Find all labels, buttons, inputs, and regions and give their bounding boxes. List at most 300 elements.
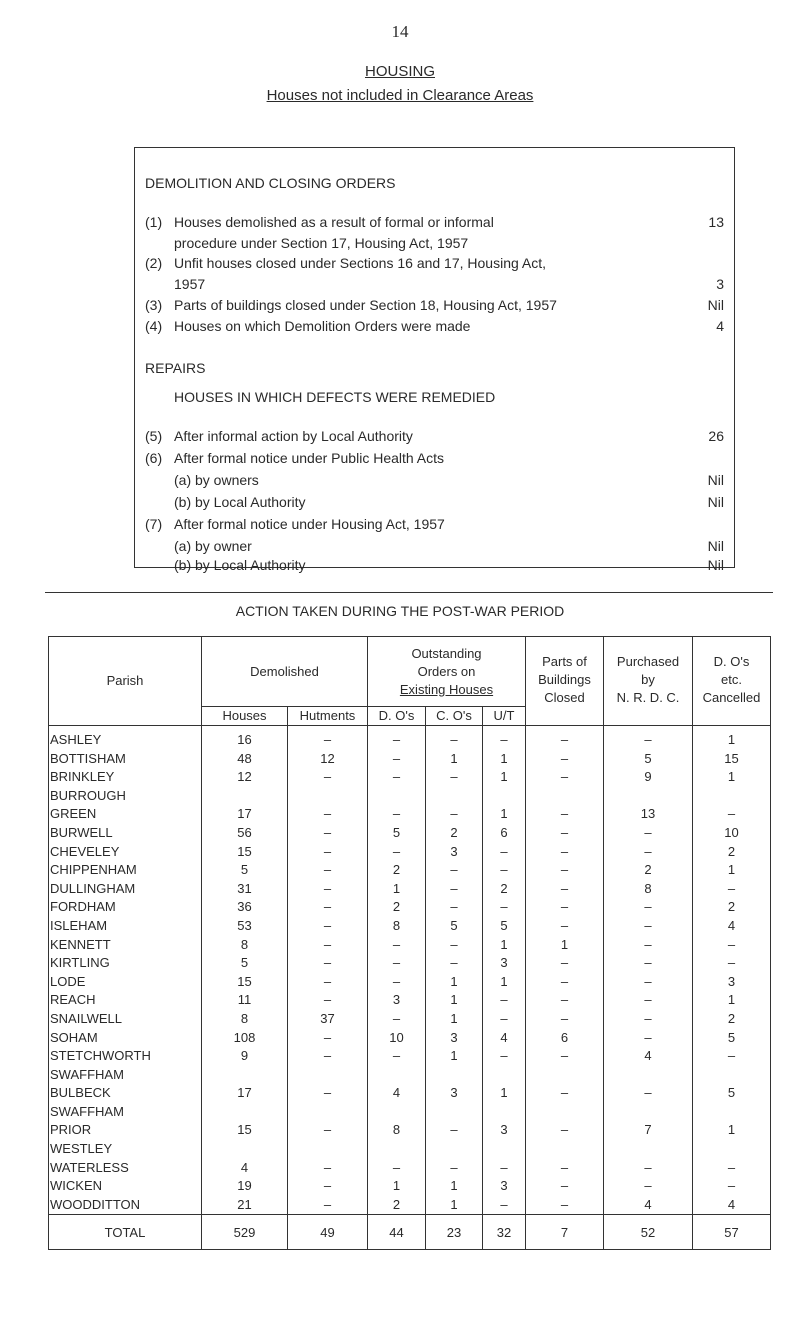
table-cell: 5: [202, 954, 288, 973]
parish-name: BOTTISHAM: [49, 750, 202, 769]
col-header-ut: U/T: [483, 707, 526, 726]
table-cell: 1: [693, 768, 771, 787]
table-cell: 4: [693, 1196, 771, 1215]
table-cell: –: [526, 805, 604, 824]
table-cell: –: [604, 898, 693, 917]
total-cell: 57: [693, 1215, 771, 1250]
table-row: [49, 861, 771, 880]
parish-name: BURROUGH: [49, 787, 202, 806]
table-cell: [483, 1066, 526, 1085]
table-cell: –: [288, 768, 368, 787]
table-cell: –: [526, 1084, 604, 1103]
table-cell: –: [483, 1159, 526, 1178]
col-header-dos: D. O's: [368, 707, 426, 726]
table-cell: [693, 787, 771, 806]
table-cell: 8: [604, 880, 693, 899]
table-cell: 1: [483, 973, 526, 992]
table-cell: [604, 1103, 693, 1122]
table-cell: –: [526, 954, 604, 973]
table-cell: 1: [426, 1177, 483, 1196]
parish-name: WESTLEY: [49, 1140, 202, 1159]
item-5-value: 26: [708, 428, 724, 444]
parish-name: SOHAM: [49, 1029, 202, 1048]
table-cell: –: [426, 1159, 483, 1178]
table-row: [49, 880, 771, 899]
table-cell: 48: [202, 750, 288, 769]
parish-name: SWAFFHAM: [49, 1066, 202, 1085]
table-cell: –: [368, 1159, 426, 1178]
table-row: [49, 787, 771, 806]
parish-name: KENNETT: [49, 936, 202, 955]
table-cell: –: [604, 1010, 693, 1029]
table-cell: 11: [202, 991, 288, 1010]
table-cell: –: [288, 898, 368, 917]
table-cell: 8: [202, 1010, 288, 1029]
table-cell: –: [368, 843, 426, 862]
table-cell: 5: [693, 1084, 771, 1103]
parish-name: ASHLEY: [49, 726, 202, 750]
item-6-text: After formal notice under Public Health Acts: [174, 450, 445, 466]
table-cell: 3: [368, 991, 426, 1010]
total-cell: 32: [483, 1215, 526, 1250]
table-cell: –: [526, 1047, 604, 1066]
repairs-title: REPAIRS: [145, 360, 206, 376]
table-cell: –: [604, 954, 693, 973]
table-cell: 15: [202, 843, 288, 862]
table-row: [49, 1029, 771, 1048]
table-cell: 17: [202, 1084, 288, 1103]
table-row: [49, 991, 771, 1010]
table-cell: [693, 1140, 771, 1159]
table-cell: –: [526, 843, 604, 862]
item-5-text: After informal action by Local Authority: [174, 428, 413, 444]
item-3-text: Parts of buildings closed under Section 18, Housing Act, 1957: [174, 297, 557, 313]
table-cell: –: [526, 750, 604, 769]
table-cell: –: [288, 1084, 368, 1103]
table-cell: 7: [604, 1121, 693, 1140]
table-cell: [604, 787, 693, 806]
item-3-number: (3): [145, 297, 163, 313]
item-2-value: 3: [716, 276, 724, 292]
table-cell: –: [604, 991, 693, 1010]
table-cell: –: [604, 843, 693, 862]
table-cell: –: [604, 1177, 693, 1196]
parish-name: STETCHWORTH: [49, 1047, 202, 1066]
table-cell: –: [426, 726, 483, 750]
table-cell: –: [483, 1047, 526, 1066]
col-header-parish: Parish: [49, 637, 202, 726]
table-cell: –: [526, 824, 604, 843]
table-cell: 5: [368, 824, 426, 843]
table-cell: 8: [202, 936, 288, 955]
parish-name: REACH: [49, 991, 202, 1010]
col-header-purchased: Purchased by N. R. D. C.: [604, 637, 693, 726]
item-2-number: (2): [145, 255, 163, 271]
table-cell: [426, 1140, 483, 1159]
table-cell: –: [526, 991, 604, 1010]
table-cell: 13: [604, 805, 693, 824]
item-6a-text: (a) by owners: [174, 472, 259, 488]
col-header-parts-closed: Parts of Buildings Closed: [526, 637, 604, 726]
table-cell: –: [288, 843, 368, 862]
table-row: [49, 805, 771, 824]
table-cell: [483, 1140, 526, 1159]
item-7-number: (7): [145, 516, 163, 532]
table-cell: –: [483, 861, 526, 880]
table-cell: 2: [693, 1010, 771, 1029]
parish-name: PRIOR: [49, 1121, 202, 1140]
table-cell: 10: [368, 1029, 426, 1048]
parish-name: SWAFFHAM: [49, 1103, 202, 1122]
table-cell: 10: [693, 824, 771, 843]
table-cell: [202, 787, 288, 806]
item-6a-value: Nil: [707, 472, 724, 488]
table-cell: [426, 787, 483, 806]
table-cell: 1: [483, 936, 526, 955]
table-cell: 2: [693, 898, 771, 917]
table-cell: –: [483, 726, 526, 750]
table-cell: 4: [604, 1047, 693, 1066]
table-cell: 2: [368, 1196, 426, 1215]
item-7a-text: (a) by owner: [174, 538, 252, 554]
parish-name: CHEVELEY: [49, 843, 202, 862]
table-cell: 1: [483, 805, 526, 824]
table-row: [49, 1066, 771, 1085]
parish-name: WOODDITTON: [49, 1196, 202, 1215]
table-cell: –: [483, 1010, 526, 1029]
table-cell: 1: [483, 750, 526, 769]
item-7b-value: Nil: [707, 557, 724, 573]
item-2-text: Unfit houses closed under Sections 16 and 17, Housing Act,: [174, 255, 547, 271]
table-cell: [526, 1103, 604, 1122]
table-cell: –: [526, 917, 604, 936]
table-cell: 9: [604, 768, 693, 787]
table-cell: 1: [693, 1121, 771, 1140]
table-cell: 1: [426, 1196, 483, 1215]
table-row: [49, 1084, 771, 1103]
item-6b-value: Nil: [707, 494, 724, 510]
table-cell: 5: [693, 1029, 771, 1048]
col-header-cos: C. O's: [426, 707, 483, 726]
action-table: [48, 636, 771, 1250]
table-cell: 2: [604, 861, 693, 880]
table-cell: –: [288, 936, 368, 955]
table-cell: –: [288, 991, 368, 1010]
parish-name: FORDHAM: [49, 898, 202, 917]
table-cell: –: [288, 1121, 368, 1140]
table-cell: [288, 1140, 368, 1159]
table-cell: 2: [426, 824, 483, 843]
table-cell: 1: [693, 861, 771, 880]
table-cell: –: [483, 843, 526, 862]
total-cell: 529: [202, 1215, 288, 1250]
table-row: [49, 898, 771, 917]
parish-name: BURWELL: [49, 824, 202, 843]
parish-name: DULLINGHAM: [49, 880, 202, 899]
total-cell: 49: [288, 1215, 368, 1250]
table-cell: –: [288, 805, 368, 824]
table-cell: 1: [426, 991, 483, 1010]
table-cell: 8: [368, 917, 426, 936]
table-row: [49, 936, 771, 955]
parish-name: BRINKLEY: [49, 768, 202, 787]
table-cell: –: [604, 726, 693, 750]
table-cell: [483, 1103, 526, 1122]
table-cell: –: [604, 1159, 693, 1178]
table-cell: –: [693, 1177, 771, 1196]
item-7-text: After formal notice under Housing Act, 1957: [174, 516, 445, 532]
col-header-dos-cancelled: D. O's etc. Cancelled: [693, 637, 771, 726]
table-cell: 36: [202, 898, 288, 917]
table-row: [49, 973, 771, 992]
table-cell: –: [368, 750, 426, 769]
table-cell: –: [426, 1121, 483, 1140]
table-cell: 17: [202, 805, 288, 824]
table-cell: 12: [288, 750, 368, 769]
table-cell: 31: [202, 880, 288, 899]
table-cell: 3: [693, 973, 771, 992]
parish-name: GREEN: [49, 805, 202, 824]
parish-name: CHIPPENHAM: [49, 861, 202, 880]
table-cell: [202, 1066, 288, 1085]
table-cell: 37: [288, 1010, 368, 1029]
item-4-text: Houses on which Demolition Orders were made: [174, 318, 471, 334]
item-1-value: 13: [708, 214, 724, 230]
table-cell: 2: [693, 843, 771, 862]
table-cell: 2: [368, 898, 426, 917]
table-cell: [426, 1103, 483, 1122]
table-cell: 1: [426, 1047, 483, 1066]
table-cell: 1: [483, 1084, 526, 1103]
table-row: [49, 1103, 771, 1122]
table-cell: [693, 1066, 771, 1085]
table-cell: –: [604, 936, 693, 955]
table-row: [49, 1196, 771, 1215]
table-cell: [288, 787, 368, 806]
table-cell: –: [288, 1196, 368, 1215]
table-cell: –: [288, 917, 368, 936]
table-cell: 15: [202, 973, 288, 992]
parish-name: ISLEHAM: [49, 917, 202, 936]
item-7b-text: (b) by Local Authority: [174, 557, 306, 573]
table-cell: 1: [693, 991, 771, 1010]
item-1-text: Houses demolished as a result of formal or informal: [174, 214, 494, 230]
table-cell: –: [288, 880, 368, 899]
table-cell: 3: [483, 954, 526, 973]
table-cell: –: [526, 898, 604, 917]
table-cell: –: [426, 768, 483, 787]
table-cell: 9: [202, 1047, 288, 1066]
table-cell: –: [368, 954, 426, 973]
table-cell: –: [483, 991, 526, 1010]
table-cell: 1: [368, 880, 426, 899]
table-cell: –: [526, 1177, 604, 1196]
table-cell: 108: [202, 1029, 288, 1048]
table-cell: 3: [483, 1177, 526, 1196]
table-cell: 4: [483, 1029, 526, 1048]
table-cell: –: [604, 824, 693, 843]
table-cell: [526, 1140, 604, 1159]
table-cell: –: [483, 1196, 526, 1215]
section-divider: [45, 592, 773, 593]
table-cell: [426, 1066, 483, 1085]
table-row: [49, 768, 771, 787]
table-cell: [693, 1103, 771, 1122]
table-row: [49, 917, 771, 936]
table-cell: 53: [202, 917, 288, 936]
table-cell: 6: [483, 824, 526, 843]
table-cell: [483, 787, 526, 806]
item-4-value: 4: [716, 318, 724, 334]
table-cell: 5: [483, 917, 526, 936]
table-cell: [368, 1103, 426, 1122]
table-cell: 5: [604, 750, 693, 769]
table-cell: 5: [426, 917, 483, 936]
item-7a-value: Nil: [707, 538, 724, 554]
action-title: ACTION TAKEN DURING THE POST-WAR PERIOD: [235, 603, 565, 619]
table-cell: 3: [426, 1029, 483, 1048]
table-cell: –: [426, 898, 483, 917]
table-row: [49, 1010, 771, 1029]
table-cell: 1: [426, 750, 483, 769]
table-cell: [604, 1140, 693, 1159]
table-cell: 56: [202, 824, 288, 843]
table-cell: –: [288, 861, 368, 880]
table-cell: 8: [368, 1121, 426, 1140]
table-cell: –: [604, 1029, 693, 1048]
table-cell: [202, 1140, 288, 1159]
table-cell: –: [426, 861, 483, 880]
table-cell: 4: [368, 1084, 426, 1103]
table-cell: 4: [693, 917, 771, 936]
item-1-number: (1): [145, 214, 163, 230]
table-cell: [526, 787, 604, 806]
page-subheading: [0, 87, 800, 104]
table-cell: –: [368, 973, 426, 992]
table-cell: 6: [526, 1029, 604, 1048]
table-cell: [526, 1066, 604, 1085]
table-row: [49, 750, 771, 769]
table-cell: –: [368, 726, 426, 750]
table-cell: –: [693, 880, 771, 899]
table-cell: –: [368, 936, 426, 955]
table-cell: –: [526, 973, 604, 992]
table-cell: [368, 1066, 426, 1085]
table-cell: 1: [526, 936, 604, 955]
col-header-outstanding: Outstanding Orders on Existing Houses: [368, 637, 526, 707]
heading-text: HOUSING: [364, 63, 435, 80]
table-cell: 3: [483, 1121, 526, 1140]
table-row: [49, 726, 771, 750]
table-cell: 1: [483, 768, 526, 787]
table-row: [49, 1159, 771, 1178]
table-cell: 19: [202, 1177, 288, 1196]
table-cell: 2: [368, 861, 426, 880]
table-cell: –: [426, 936, 483, 955]
parish-name: WICKEN: [49, 1177, 202, 1196]
table-cell: [288, 1103, 368, 1122]
parish-name: SNAILWELL: [49, 1010, 202, 1029]
table-cell: –: [526, 726, 604, 750]
table-cell: –: [604, 1084, 693, 1103]
demolition-title: DEMOLITION AND CLOSING ORDERS: [145, 175, 396, 191]
table-row: [49, 1047, 771, 1066]
table-cell: –: [426, 880, 483, 899]
table-cell: –: [288, 824, 368, 843]
table-cell: –: [288, 1159, 368, 1178]
table-cell: 1: [426, 973, 483, 992]
table-cell: –: [693, 954, 771, 973]
total-cell: 23: [426, 1215, 483, 1250]
table-cell: 16: [202, 726, 288, 750]
total-cell: 52: [604, 1215, 693, 1250]
table-cell: –: [288, 1177, 368, 1196]
table-cell: –: [604, 973, 693, 992]
table-cell: –: [426, 805, 483, 824]
table-cell: –: [693, 1159, 771, 1178]
table-cell: 4: [202, 1159, 288, 1178]
table-cell: 21: [202, 1196, 288, 1215]
item-6-number: (6): [145, 450, 163, 466]
table-cell: [604, 1066, 693, 1085]
table-cell: –: [526, 880, 604, 899]
item-3-value: Nil: [707, 297, 724, 313]
parish-name: BULBECK: [49, 1084, 202, 1103]
table-row: [49, 954, 771, 973]
table-cell: –: [368, 768, 426, 787]
col-header-demolished: Demolished: [202, 637, 368, 707]
total-label: TOTAL: [49, 1215, 202, 1250]
table-row: [49, 1177, 771, 1196]
table-cell: –: [526, 1159, 604, 1178]
table-cell: [368, 1140, 426, 1159]
table-cell: –: [368, 805, 426, 824]
parish-name: LODE: [49, 973, 202, 992]
table-row: [49, 1121, 771, 1140]
table-cell: –: [693, 1047, 771, 1066]
table-cell: 15: [693, 750, 771, 769]
table-cell: 4: [604, 1196, 693, 1215]
table-cell: –: [526, 1121, 604, 1140]
table-row: [49, 1140, 771, 1159]
page-number: 14: [391, 22, 409, 41]
table-cell: –: [526, 1010, 604, 1029]
table-cell: –: [693, 805, 771, 824]
table-cell: –: [483, 898, 526, 917]
total-cell: 7: [526, 1215, 604, 1250]
item-6b-text: (b) by Local Authority: [174, 494, 306, 510]
col-header-hutments: Hutments: [288, 707, 368, 726]
table-cell: –: [604, 917, 693, 936]
table-cell: –: [288, 1029, 368, 1048]
table-cell: –: [368, 1010, 426, 1029]
table-cell: –: [368, 1047, 426, 1066]
item-4-number: (4): [145, 318, 163, 334]
table-cell: –: [526, 768, 604, 787]
page-heading: [0, 63, 800, 80]
item-1-text-cont: procedure under Section 17, Housing Act, 1957: [174, 235, 469, 251]
table-cell: 2: [483, 880, 526, 899]
table-cell: –: [526, 1196, 604, 1215]
table-row: [49, 843, 771, 862]
table-cell: –: [526, 861, 604, 880]
table-cell: 5: [202, 861, 288, 880]
repairs-subtitle: HOUSES IN WHICH DEFECTS WERE REMEDIED: [174, 389, 496, 405]
table-cell: [288, 1066, 368, 1085]
table-cell: –: [693, 936, 771, 955]
item-2-text-cont: 1957: [174, 276, 206, 292]
table-cell: [202, 1103, 288, 1122]
